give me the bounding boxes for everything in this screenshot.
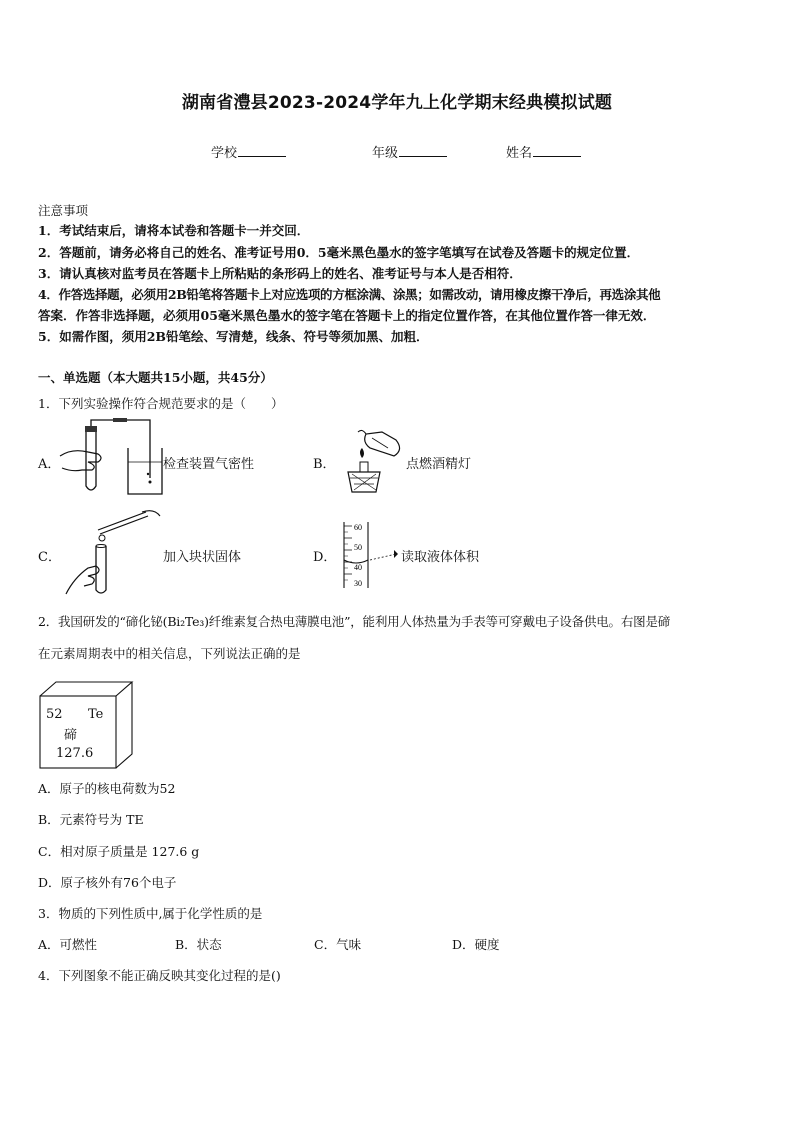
grade-field[interactable] xyxy=(372,142,447,161)
option-item[interactable]: C．相对原子质量是 127.6 g xyxy=(38,844,200,859)
cylinder-tick: 40 xyxy=(354,563,362,572)
name-blank[interactable] xyxy=(533,144,581,157)
question-stem: 3．物质的下列性质中,属于化学性质的是 xyxy=(38,906,263,921)
notice-item: 答案．作答非选择题，必须用05毫米黑色墨水的签字笔在答题卡上的指定位置作答，在其他位置作答一律无效． xyxy=(38,308,656,323)
school-label: 学校 xyxy=(211,146,238,161)
option-item[interactable]: B．状态 xyxy=(175,937,222,952)
question-stem: 2．我国研发的“碲化铋(Bi₂Te₃)纤维素复合热电薄膜电池”，能利用人体热量为手表等可穿戴电子设备供电。右图是碲 xyxy=(38,614,671,629)
option-letter[interactable]: D． xyxy=(313,550,337,565)
notice-heading: 注意事项 xyxy=(38,203,89,218)
grade-label: 年级 xyxy=(372,146,399,161)
option-caption: 点燃酒精灯 xyxy=(406,457,472,472)
name-field[interactable] xyxy=(506,142,581,161)
airtightness-check-figure xyxy=(58,418,168,498)
solid-adding-figure xyxy=(62,508,162,598)
element-symbol: Te xyxy=(88,707,104,722)
atomic-number: 52 xyxy=(46,707,63,722)
graduated-cylinder-figure xyxy=(340,520,402,590)
option-letter[interactable]: B． xyxy=(313,457,336,472)
page-title: 湖南省澧县2023-2024学年九上化学期末经典模拟试题 xyxy=(181,93,613,113)
question-stem: 在元素周期表中的相关信息，下列说法正确的是 xyxy=(38,646,301,661)
school-blank[interactable] xyxy=(238,144,286,157)
question-stem: 4．下列图象不能正确反映其变化过程的是() xyxy=(38,968,281,983)
school-field[interactable] xyxy=(211,142,286,161)
option-caption: 加入块状固体 xyxy=(163,550,242,565)
option-item[interactable]: C．气味 xyxy=(314,937,362,952)
grade-blank[interactable] xyxy=(399,144,447,157)
name-label: 姓名 xyxy=(506,146,533,161)
option-item[interactable]: D．原子核外有76个电子 xyxy=(38,875,177,890)
notice-item: 3．请认真核对监考员在答题卡上所粘贴的条形码上的姓名、准考证号与本人是否相符． xyxy=(38,266,522,281)
alcohol-lamp-figure xyxy=(340,428,408,496)
cylinder-tick: 50 xyxy=(354,543,362,552)
notice-item: 4．作答选择题，必须用2B铅笔将答题卡上对应选项的方框涂满、涂黑；如需改动，请用橡皮擦干净后，再选涂其他 xyxy=(38,287,661,302)
option-caption: 检查装置气密性 xyxy=(163,457,255,472)
option-caption: 读取液体体积 xyxy=(401,550,480,565)
option-item[interactable]: B．元素符号为 TE xyxy=(38,812,144,827)
notice-item: 1．考试结束后，请将本试卷和答题卡一并交回． xyxy=(38,223,310,238)
notice-item: 2．答题前，请务必将自己的姓名、准考证号用0．5毫米黑色墨水的签字笔填写在试卷及答题卡的规定位置． xyxy=(38,245,640,260)
option-item[interactable]: A．可燃性 xyxy=(38,937,98,952)
notice-item: 5．如需作图，须用2B铅笔绘、写清楚，线条、符号等须加黑、加粗． xyxy=(38,329,429,344)
option-letter[interactable]: A． xyxy=(38,457,61,472)
cylinder-tick: 60 xyxy=(354,523,362,532)
question-stem: 1．下列实验操作符合规范要求的是（ ） xyxy=(38,396,284,411)
option-letter[interactable]: C． xyxy=(38,550,61,565)
option-item[interactable]: D．硬度 xyxy=(452,937,500,952)
section-header: 一、单选题（本大题共15小题，共45分） xyxy=(38,370,273,385)
option-item[interactable]: A．原子的核电荷数为52 xyxy=(38,781,176,796)
atomic-mass: 127.6 xyxy=(56,746,94,761)
cylinder-tick: 30 xyxy=(354,579,362,588)
element-name: 碲 xyxy=(64,728,78,743)
